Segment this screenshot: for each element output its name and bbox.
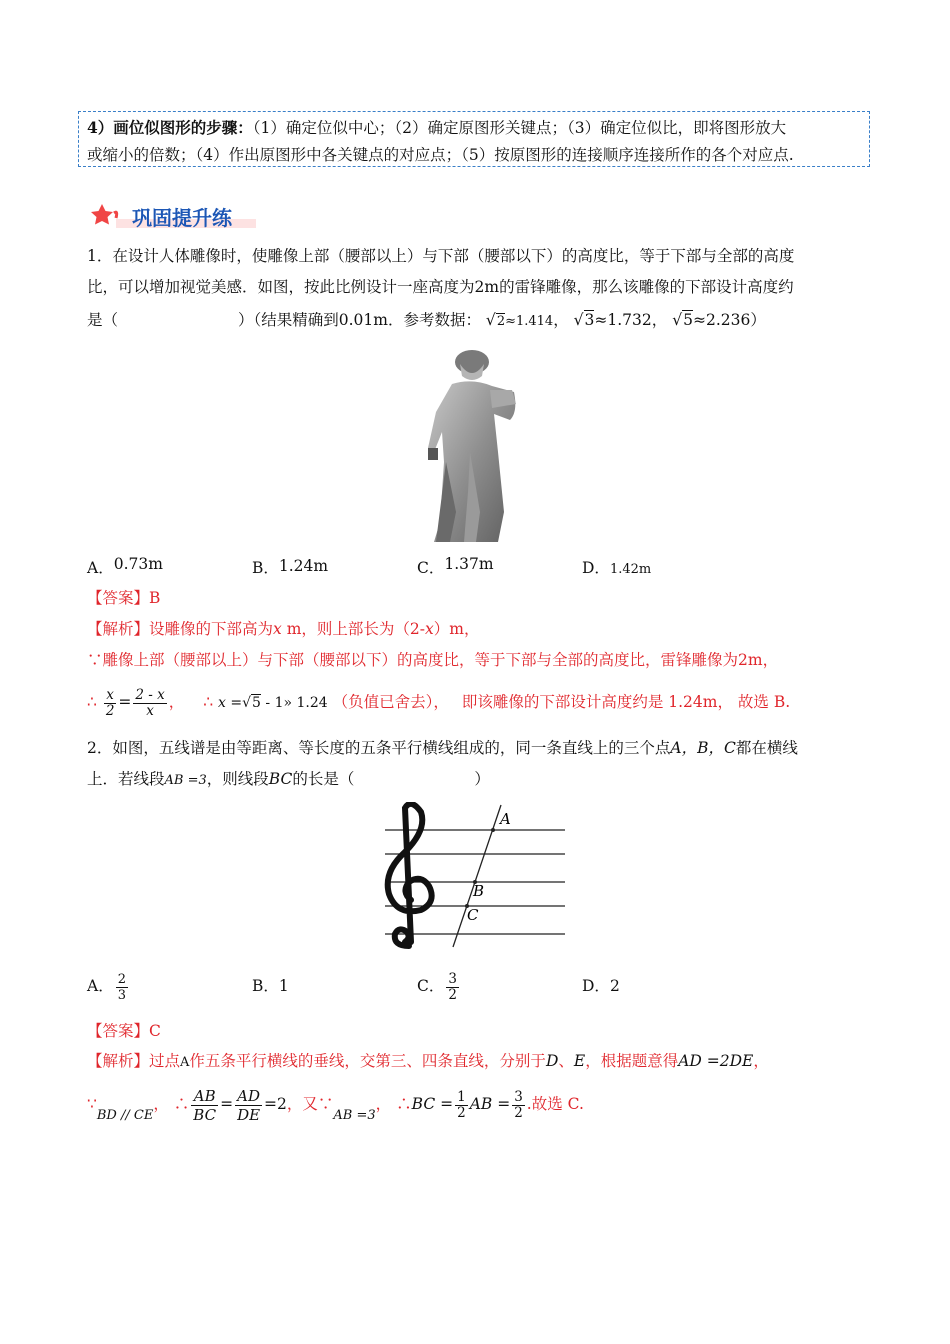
analysis-label: 【解析】 bbox=[87, 1052, 150, 1070]
q1-option-b[interactable]: B．1.24m bbox=[252, 557, 329, 577]
q2-option-c[interactable]: C． $\frac{3}{2}$ bbox=[417, 970, 457, 1003]
ref-sqrt2: √2≈1.414 bbox=[485, 311, 554, 329]
q2-line-2: 上．若线段AB =3，则线段BC的长是（ ） bbox=[87, 770, 490, 788]
q1-height: 2m bbox=[474, 278, 500, 296]
q1-ref-text: ）（结果精确到0.01m．参考数据： bbox=[238, 311, 481, 329]
treble-clef-icon bbox=[388, 804, 432, 946]
point-label-b: B bbox=[473, 882, 485, 900]
section-title: 巩固提升练 bbox=[132, 206, 232, 230]
q2-option-d[interactable]: D．2 bbox=[582, 977, 620, 995]
q1-line-2c: 的雷锋雕像，那么该雕像的下部设计高度约 bbox=[499, 278, 794, 296]
ref-sqrt5: √5≈2.236） bbox=[672, 311, 766, 329]
q1-paren-open: 是（ bbox=[87, 311, 119, 329]
q2-option-a[interactable]: A． $\frac{2}{3}$ bbox=[87, 971, 126, 1003]
q2-line-1: 2．如图，五线谱是由等距离、等长度的五条平行横线组成的，同一条直线上的三个点A，B，C都在横线 bbox=[87, 739, 798, 757]
point-label-a: A bbox=[500, 810, 511, 828]
q2-analysis-1: 【解析】过点A作五条平行横线的垂线，交第三、四条直线，分别于D、E，根据题意得AD =2DE， bbox=[87, 1052, 769, 1070]
music-staff-figure bbox=[375, 802, 570, 950]
star-icon bbox=[91, 204, 113, 225]
note-text-1: （1）确定位似中心；（2）确定原图形关键点；（3）确定位似比，即将图形放大 bbox=[252, 119, 787, 137]
q1-line-2 bbox=[87, 275, 794, 299]
lei-feng-statue-image bbox=[420, 342, 555, 542]
section-header bbox=[88, 200, 258, 230]
q1-option-a[interactable]: A．0.73m bbox=[87, 555, 163, 577]
fraction-x-over-2: $\frac{x}{2}$ bbox=[105, 686, 115, 719]
q1-analysis-1: 【解析】设雕像的下部高为x m，则上部长为（2-x）m， bbox=[87, 620, 480, 638]
q2-option-b[interactable]: B．1 bbox=[252, 977, 289, 995]
note-line-2: 或缩小的倍数；（4）作出原图形中各关键点的对应点；（5）按原图形的连接顺序连接所作的各个对应点. bbox=[87, 146, 794, 164]
q1-line-3: 是（ ）（结果精确到0.01m．参考数据： √2≈1.414， √3≈1.732， √5≈2.236） bbox=[87, 311, 766, 329]
point-label-c: C bbox=[467, 906, 479, 924]
q1-option-d[interactable]: D．1.42m bbox=[582, 559, 652, 577]
fraction-2-minus-x-over-x: $\frac{2 - x}{x}$ bbox=[135, 686, 165, 719]
q1-analysis-3: ∴ $\frac{x}{2}$ = $\frac{2 - x}{x}$ ， ∴ x =√5 - 1» 1.24 （负值已舍去）， 即该雕像的下部设计高度约是 1.24m， 故选 B. bbox=[87, 686, 791, 719]
x-solution: x =√5 - 1» 1.24 bbox=[218, 695, 328, 711]
note-line-1 bbox=[87, 116, 786, 140]
analysis-label: 【解析】 bbox=[87, 620, 150, 638]
answer-label: 【答案】 bbox=[87, 1022, 150, 1040]
ref-sqrt3: √3≈1.732 bbox=[573, 311, 652, 329]
answer-value: B bbox=[149, 589, 161, 607]
q1-analysis-2: ∵雕像上部（腰部以上）与下部（腰部以下）的高度比，等于下部与全部的高度比，雷锋雕像为2m， bbox=[87, 651, 779, 669]
q2-analysis-2: $\because_{BD // CE}$， ∴ $\frac{AB}{BC}$ = $\frac{AD}{DE}$ =2，又$\because_{AB =3}$， ∴BC = $\frac{1}{2}$ AB = $\frac{3}{2}$ .故选 C. bbox=[87, 1086, 584, 1124]
q1-option-c[interactable]: C．1.37m bbox=[417, 555, 494, 577]
q1-line-1: 1．在设计人体雕像时，使雕像上部（腰部以上）与下部（腰部以下）的高度比，等于下部与全部的高度 bbox=[87, 247, 795, 265]
answer-label: 【答案】 bbox=[87, 589, 150, 607]
note-title: 4）画位似图形的步骤： bbox=[87, 118, 253, 137]
q1-line-2a: 比，可以增加视觉美感．如图，按此比例设计一座高度为 bbox=[87, 278, 475, 296]
transversal-line bbox=[453, 805, 501, 947]
answer-value: C bbox=[149, 1022, 161, 1040]
q2-answer bbox=[87, 1019, 161, 1043]
q1-answer bbox=[87, 586, 160, 610]
